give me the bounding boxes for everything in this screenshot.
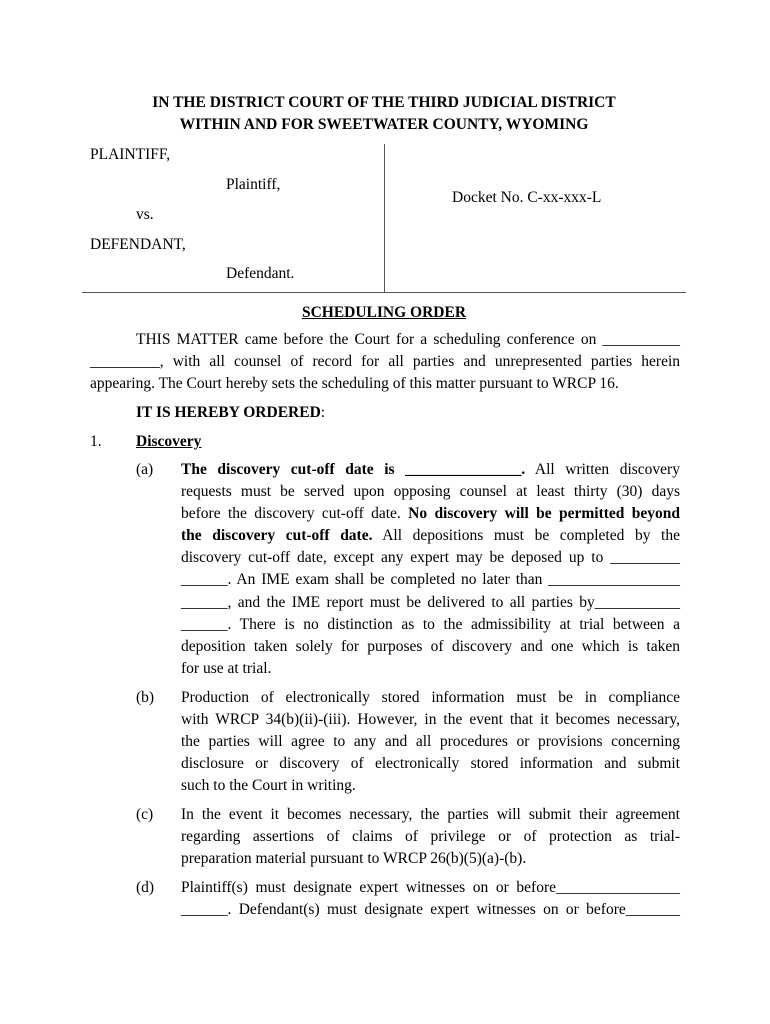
caption-divider-horizontal — [82, 292, 686, 293]
court-title-line1: IN THE DISTRICT COURT OF THE THIRD JUDICIAL DISTRICT — [152, 94, 616, 111]
item-d-line-1: Plaintiff(s) must designate expert witnesses on or before________________ — [181, 879, 680, 896]
item-a-line-7: ______, and the IME report must be delivered to all parties by___________ — [181, 594, 680, 611]
item-a-line-6: ______. An IME exam shall be completed no later than _________________ — [181, 571, 680, 588]
docket-number: Docket No. C-xx-xxx-L — [452, 189, 602, 206]
item-a-cutoff-bold: The discovery cut-off date is _______________. — [181, 461, 526, 478]
document-title: SCHEDULING ORDER — [301, 304, 467, 321]
item-b-line-2: with WRCP 34(b)(ii)-(iii). However, in the event that it becomes necessary, — [181, 711, 680, 728]
intro-line-1: THIS MATTER came before the Court for a scheduling conference on __________ — [136, 331, 680, 348]
caption-divider-vertical — [384, 144, 385, 292]
plaintiff-role: Plaintiff, — [226, 176, 281, 193]
defendant-name: DEFENDANT, — [90, 236, 186, 253]
item-d-label: (d) — [136, 879, 155, 896]
item-a-line-4 — [181, 527, 680, 545]
court-title-line2: WITHIN AND FOR SWEETWATER COUNTY, WYOMING — [179, 116, 589, 133]
item-a-line-9: deposition taken solely for purposes of discovery and one which is taken — [181, 638, 680, 655]
item-b-line-3: the parties will agree to any and all procedures or provisions concerning — [181, 733, 680, 750]
item-a-line-10: for use at trial. — [181, 660, 272, 677]
item-a-label: (a) — [136, 461, 154, 478]
versus: vs. — [136, 206, 154, 223]
section-number: 1. — [90, 433, 102, 450]
item-d-line-2: ______. Defendant(s) must designate expert witnesses on or before_______ — [181, 901, 680, 918]
item-a-line-5: discovery cut-off date, except any expert may be deposed up to _________ — [181, 549, 680, 566]
ordered-statement — [136, 404, 325, 422]
item-b-line-5: such to the Court in writing. — [181, 777, 356, 794]
intro-line-2: _________, with all counsel of record for all parties and unrepresented parties herein — [90, 353, 680, 370]
ordered-colon: : — [320, 404, 326, 421]
intro-line-3: appearing. The Court hereby sets the scheduling of this matter pursuant to WRCP 16. — [90, 375, 619, 392]
ordered-bold: IT IS HEREBY ORDERED — [136, 404, 321, 421]
item-b-line-1: Production of electronically stored information must be in compliance — [181, 689, 680, 706]
item-b-label: (b) — [136, 689, 155, 706]
plaintiff-name: PLAINTIFF, — [90, 146, 171, 163]
item-a-line-4-bold: the discovery cut-off date. — [181, 527, 373, 544]
item-a-line-8: ______. There is no distinction as to the admissibility at trial between a — [181, 616, 680, 633]
item-a-line-2: requests must be served upon opposing counsel at least thirty (30) days — [181, 483, 680, 500]
item-c-label: (c) — [136, 806, 154, 823]
item-c-line-3: preparation material pursuant to WRCP 26(b)(5)(a)-(b). — [181, 850, 527, 867]
item-c-line-1: In the event it becomes necessary, the parties will submit their agreement — [181, 806, 680, 823]
item-a-line-4-rest: All depositions must be completed by the — [372, 527, 680, 544]
defendant-role: Defendant. — [226, 265, 295, 282]
item-a-line-3 — [181, 505, 680, 523]
item-b-line-4: disclosure or discovery of electronically stored information and submit — [181, 755, 680, 772]
item-c-line-2: regarding assertions of claims of privilege or of protection as trial- — [181, 828, 680, 845]
item-a-line-3-plain: before the discovery cut-off date. — [181, 505, 409, 522]
section-heading: Discovery — [136, 433, 202, 450]
item-a-line-3-bold: No discovery will be permitted beyond — [408, 505, 680, 522]
item-a-line-1 — [181, 461, 680, 479]
item-a-cutoff-rest: All written discovery — [534, 461, 680, 478]
